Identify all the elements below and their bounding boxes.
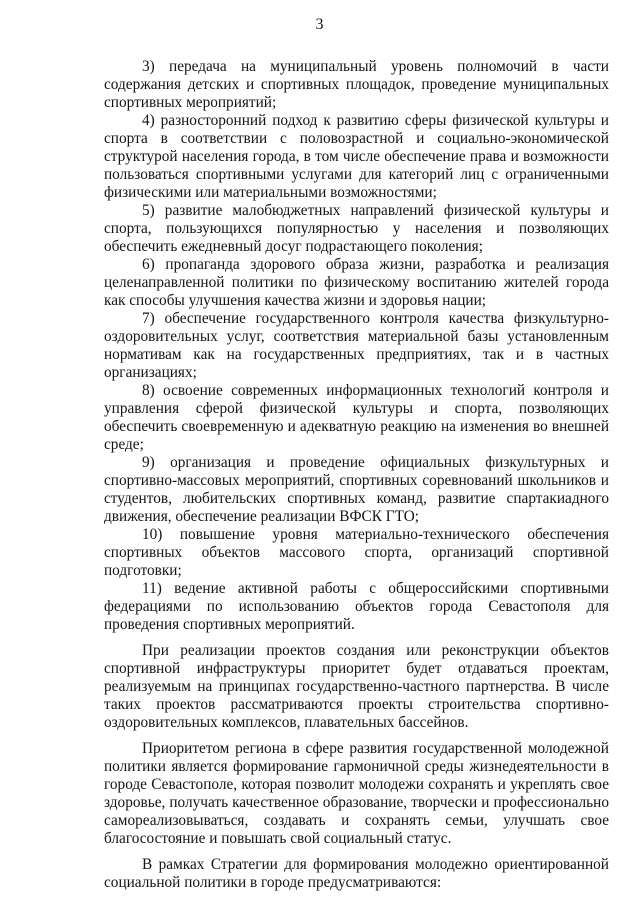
document-body [104,58,609,892]
list-item: 4) разносторонний подход к развитию сферы физической культуры и спорта в соответствии с половозрастной и социально-экономической структурой населения города, в том числе обеспечение права и возможности пользоваться спортивными услугами для категорий лиц с ограниченными физическими или материальными возможностями; [104,112,609,201]
page-number: 3 [315,16,324,33]
list-item: 11) ведение активной работы с общероссийскими спортивными федерациями по использованию объектов города Севастополя для проведения спортивных мероприятий. [104,580,609,633]
list-item: 9) организация и проведение официальных физкультурных и спортивно-массовых мероприятий, спортивных соревнований школьников и студентов, любительских спортивных команд, развитие спартакиадного движения, обеспечение реализации ВФСК ГТО; [104,454,609,525]
list-item: 5) развитие малобюджетных направлений физической культуры и спорта, пользующихся популярностью у населения и позволяющих обеспечить ежедневный досуг подрастающего поколения; [104,202,609,255]
list-item: 8) освоение современных информационных технологий контроля и управления сферой физической культуры и спорта, позволяющих обеспечить своевременную и адекватную реакцию на изменения во внешней среде; [104,382,609,453]
paragraph: При реализации проектов создания или реконструкции объектов спортивной инфраструктуры приоритет будет отдаваться проектам, реализуемым на принципах государственно-частного партнерства. В числе таких проектов рассматриваются проекты строительства спортивно-оздоровительных комплексов, плавательных бассейнов. [104,642,609,731]
list-item: 6) пропаганда здорового образа жизни, разработка и реализация целенаправленной политики по физическому воспитанию жителей города как способы улучшения качества жизни и здоровья нации; [104,256,609,309]
paragraph: Приоритетом региона в сфере развития государственной молодежной политики является формирование гармоничной среды жизнедеятельности в городе Севастополе, которая позволит молодежи сохранять и укреплять свое здоровье, получать качественное образование, творчески и профессионально самореализовываться, создавать и сохранять семьи, улучшать свое благосостояние и повышать свой социальный статус. [104,740,609,847]
list-item: 7) обеспечение государственного контроля качества физкультурно-оздоровительных услуг, соответствия материальной базы установленным нормативам как на государственных предприятиях, так и в частных организациях; [104,310,609,381]
list-item: 10) повышение уровня материально-технического обеспечения спортивных объектов массового спорта, организаций спортивной подготовки; [104,526,609,579]
paragraph: В рамках Стратегии для формирования молодежно ориентированной социальной политики в городе предусматриваются: [104,856,609,891]
list-item: 3) передача на муниципальный уровень полномочий в части содержания детских и спортивных площадок, проведение муниципальных спортивных мероприятий; [104,58,609,111]
